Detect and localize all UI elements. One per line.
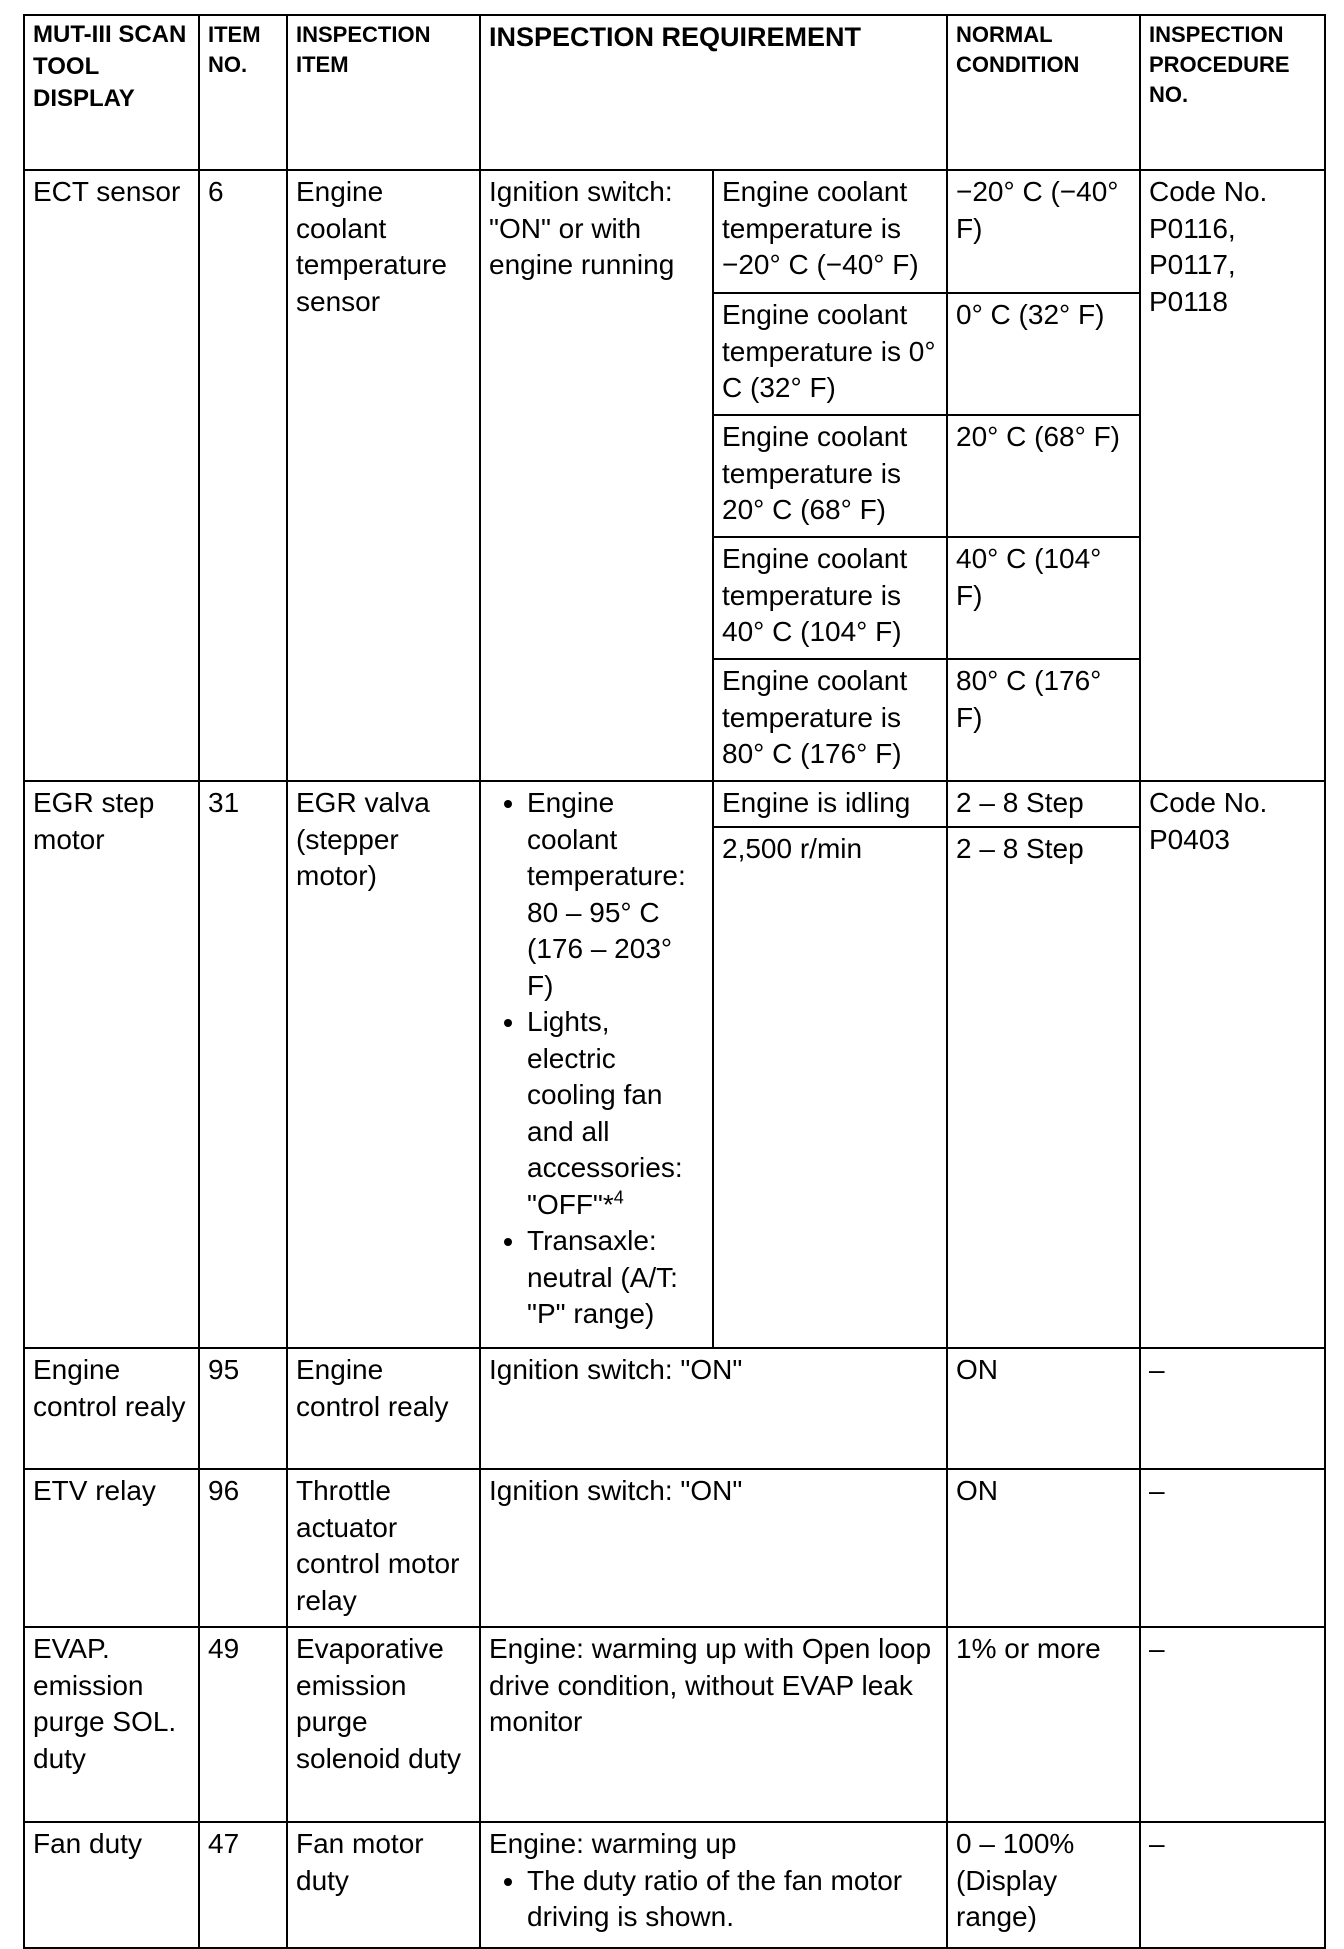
egr-condition-state: Engine is idling	[713, 781, 947, 827]
egr-display: EGR step motor	[24, 781, 199, 1348]
row-item-no: 95	[199, 1348, 287, 1469]
row-normal: ON	[947, 1469, 1140, 1627]
ect-condition-normal: 40° C (104° F)	[947, 537, 1140, 659]
fan-display: Fan duty	[24, 1822, 199, 1948]
egr-item-no: 31	[199, 781, 287, 1348]
fan-requirement-list	[489, 1863, 939, 1936]
header-procedure-no: INSPECTION PROCEDURE NO.	[1140, 15, 1325, 170]
ect-condition-normal: −20° C (−40° F)	[947, 170, 1140, 293]
ect-condition-state: Engine coolant temperature is 20° C (68° F)	[713, 415, 947, 537]
ect-condition-state: Engine coolant temperature is 0° C (32° F)	[713, 293, 947, 415]
ect-procedure: Code No. P0116, P0117, P0118	[1140, 170, 1325, 781]
fan-requirement	[480, 1822, 947, 1948]
ect-requirement: Ignition switch: "ON" or with engine running	[480, 170, 713, 781]
ect-condition-normal: 20° C (68° F)	[947, 415, 1140, 537]
fan-procedure: –	[1140, 1822, 1325, 1948]
egr-condition-normal: 2 – 8 Step	[947, 827, 1140, 1348]
egr-requirement	[480, 781, 713, 1348]
table-row	[24, 1348, 1325, 1469]
table-row	[24, 170, 1325, 293]
header-inspection-item: INSPECTION ITEM	[287, 15, 480, 170]
egr-procedure: Code No. P0403	[1140, 781, 1325, 1348]
ect-condition-state: Engine coolant temperature is −20° C (−40° F)	[713, 170, 947, 293]
ect-display: ECT sensor	[24, 170, 199, 781]
header-inspection-requirement: INSPECTION REQUIREMENT	[480, 15, 947, 170]
row-display: Engine control realy	[24, 1348, 199, 1469]
row-item: Evaporative emission purge solenoid duty	[287, 1627, 480, 1822]
inspection-table	[23, 14, 1326, 1949]
row-requirement: Ignition switch: "ON"	[480, 1348, 947, 1469]
ect-condition-state: Engine coolant temperature is 80° C (176° F)	[713, 659, 947, 781]
fan-item-no: 47	[199, 1822, 287, 1948]
fan-item: Fan motor duty	[287, 1822, 480, 1948]
list-item-text: Lights, electric cooling fan and all accessories: "OFF"*	[527, 1006, 683, 1220]
table-row	[24, 1469, 1325, 1627]
row-item: Engine control realy	[287, 1348, 480, 1469]
inspection-table-wrapper	[23, 14, 1324, 1949]
header-item-no: ITEM NO.	[199, 15, 287, 170]
table-row	[24, 1627, 1325, 1822]
row-display: ETV relay	[24, 1469, 199, 1627]
egr-condition-normal: 2 – 8 Step	[947, 781, 1140, 827]
list-item	[527, 1004, 705, 1223]
list-item: • The duty ratio of the fan motor driving is shown.	[527, 1863, 939, 1936]
header-display: MUT-III SCAN TOOL DISPLAY	[24, 15, 199, 170]
ect-item-no: 6	[199, 170, 287, 781]
list-item-text: Engine coolant temperature: 80 – 95° C (176 – 203° F)	[527, 787, 686, 1001]
row-normal: ON	[947, 1348, 1140, 1469]
ect-item: Engine coolant temperature sensor	[287, 170, 480, 781]
table-row	[24, 781, 1325, 827]
fan-normal: 0 – 100% (Display range)	[947, 1822, 1140, 1948]
row-requirement: Engine: warming up with Open loop drive condition, without EVAP leak monitor	[480, 1627, 947, 1822]
list-item	[527, 785, 705, 1004]
fan-requirement-text: Engine: warming up	[489, 1828, 737, 1859]
row-item-no: 49	[199, 1627, 287, 1822]
row-requirement: Ignition switch: "ON"	[480, 1469, 947, 1627]
ect-condition-normal: 0° C (32° F)	[947, 293, 1140, 415]
row-item-no: 96	[199, 1469, 287, 1627]
list-item-text: Transaxle: neutral (A/T: "P" range)	[527, 1225, 678, 1329]
egr-condition-state: 2,500 r/min	[713, 827, 947, 1348]
header-normal-condition: NORMAL CONDITION	[947, 15, 1140, 170]
footnote-mark: 4	[613, 1187, 624, 1208]
row-item: Throttle actuator control motor relay	[287, 1469, 480, 1627]
row-normal: 1% or more	[947, 1627, 1140, 1822]
row-procedure: –	[1140, 1627, 1325, 1822]
egr-item: EGR valva (stepper motor)	[287, 781, 480, 1348]
row-display: EVAP. emission purge SOL. duty	[24, 1627, 199, 1822]
header-row	[24, 15, 1325, 170]
row-procedure: –	[1140, 1469, 1325, 1627]
table-row	[24, 1822, 1325, 1948]
ect-condition-state: Engine coolant temperature is 40° C (104° F)	[713, 537, 947, 659]
list-item	[527, 1223, 705, 1333]
ect-condition-normal: 80° C (176° F)	[947, 659, 1140, 781]
row-procedure: –	[1140, 1348, 1325, 1469]
egr-requirement-list	[489, 785, 705, 1333]
